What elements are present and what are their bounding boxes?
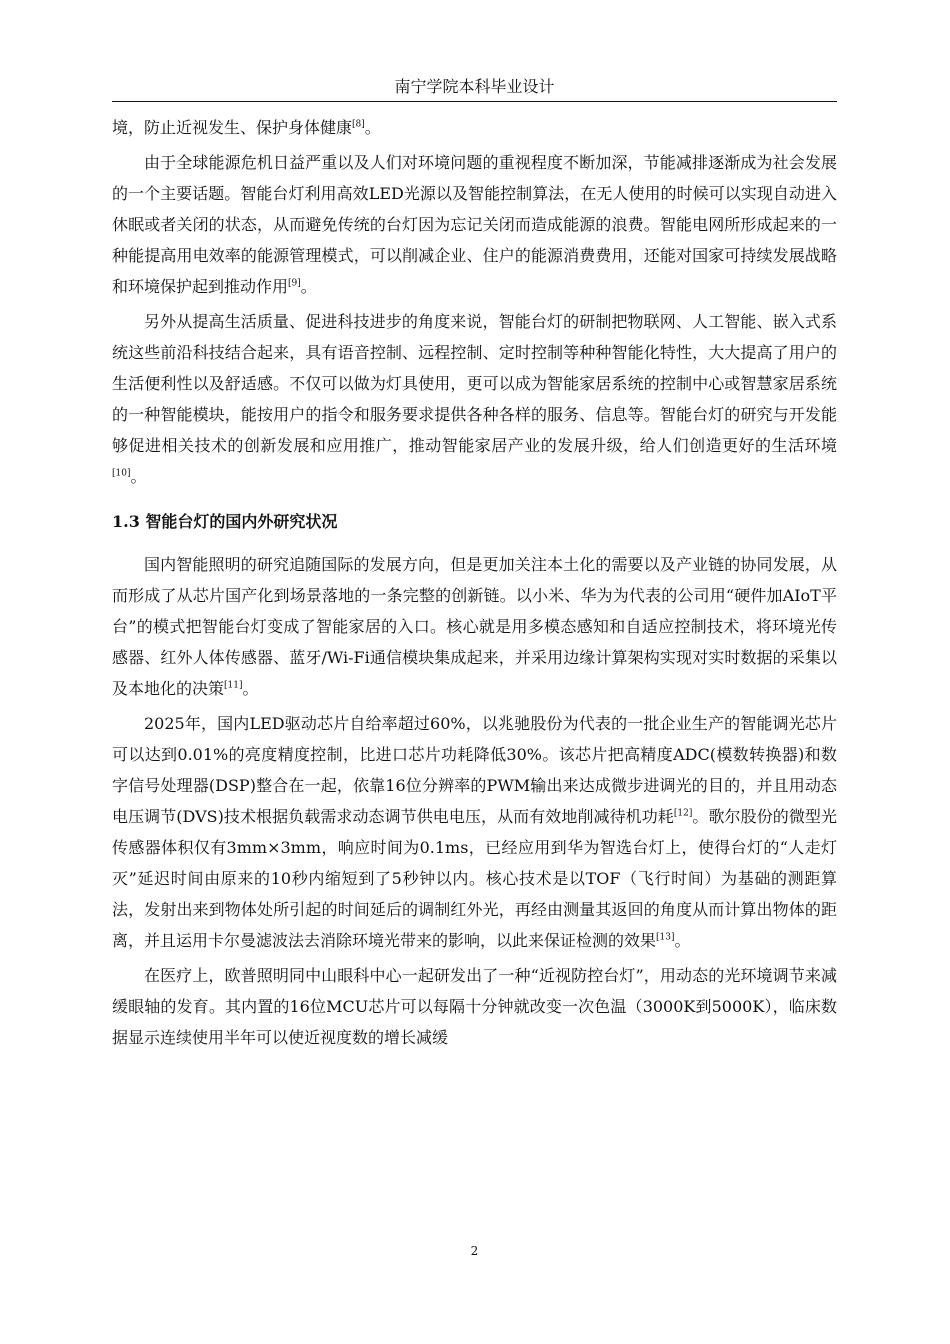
citation: [8] [352, 119, 365, 130]
page-number: 2 [470, 1244, 479, 1258]
paragraph: 2025年，国内LED驱动芯片自给率超过60%，以兆驰股份为代表的一批企业生产的智能调光芯片可以达到0.01%的亮度精度控制，比进口芯片功耗降低30%。该芯片把高精度ADC(模数转换器)和数字信号处理器(DSP)整合在一起，依靠16位分辨率的PWM输出来达成微步进调光的目的，并且用动态电压调节(DVS)技术根据负载需求动态调节供电电压，从而有效地削减待机功耗[12]。歌尔股份的微型光传感器体积仅有3mm×3mm，响应时间为0.1ms，已经应用到华为智选台灯上，使得台灯的“人走灯灭”延迟时间由原来的10秒内缩短到了5秒钟以内。核心技术是以TOF（飞行时间）为基础的测距算法，发射出来到物体处所引起的时间延后的调制红外光，再经由测量其返回的角度从而计算出物体的距离，并且运用卡尔曼滤波法去消除环境光带来的影响，以此来保证检测的效果[13]。 [112, 714, 837, 950]
section-heading: 1.3 智能台灯的国内外研究状况 [112, 512, 338, 531]
paragraph: 在医疗上，欧普照明同中山眼科中心一起研发出了一种“近视防控台灯”，用动态的光环境调节来减缓眼轴的发育。其内置的16位MCU芯片可以每隔十分钟就改变一次色温（3000K到5000K），临床数据显示连续使用半年可以使近视度数的增长减缓 [112, 966, 837, 1047]
citation: [9] [288, 278, 301, 289]
header-divider [112, 101, 837, 102]
paragraph: 另外从提高生活质量、促进科技进步的角度来说，智能台灯的研制把物联网、人工智能、嵌入式系统这些前沿科技结合起来，具有语音控制、远程控制、定时控制等种种智能化特性，大大提高了用户的生活便利性以及舒适感。不仅可以做为灯具使用，更可以成为智能家居系统的控制中心或智慧家居系统的一种智能模块，能按用户的指令和服务要求提供各种各样的服务、信息等。智能台灯的研究与开发能够促进相关技术的创新发展和应用推广，推动智能家居产业的发展升级，给人们创造更好的生活环境[10]。 [112, 312, 837, 486]
page-header: 南宁学院本科毕业设计 [394, 77, 555, 96]
citation: [13] [656, 932, 675, 943]
document-body [112, 112, 837, 1053]
paragraph: 国内智能照明的研究追随国际的发展方向，但是更加关注本土化的需要以及产业链的协同发展，从而形成了从芯片国产化到场景落地的一条完整的创新链。以小米、华为为代表的公司用“硬件加AIoT平台”的模式把智能台灯变成了智能家居的入口。核心就是用多模态感知和自适应控制技术，将环境光传感器、红外人体传感器、蓝牙/Wi-Fi通信模块集成起来，并采用边缘计算架构实现对实时数据的采集以及本地化的决策[11]。 [112, 555, 837, 698]
citation: [11] [224, 680, 243, 691]
paragraph: 由于全球能源危机日益严重以及人们对环境问题的重视程度不断加深，节能减排逐渐成为社会发展的一个主要话题。智能台灯利用高效LED光源以及智能控制算法，在无人使用的时候可以实现自动进入休眠或者关闭的状态，从而避免传统的台灯因为忘记关闭而造成能源的浪费。智能电网所形成起来的一种能提高用电效率的能源管理模式，可以削减企业、住户的能源消费费用，还能对国家可持续发展战略和环境保护起到推动作用[9]。 [112, 153, 837, 296]
citation: [10] [112, 468, 131, 479]
paragraph: 境，防止近视发生、保护身体健康[8]。 [112, 118, 381, 137]
citation: [12] [673, 808, 693, 819]
